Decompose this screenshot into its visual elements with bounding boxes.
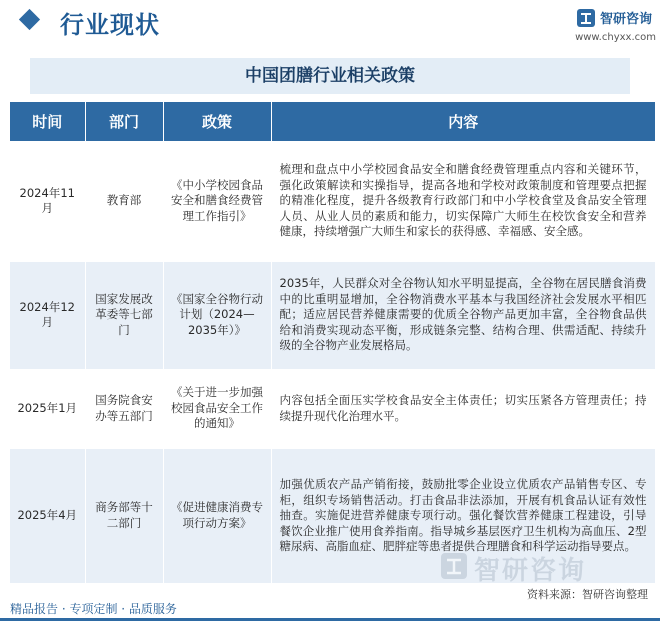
column-header-policy: 政策 <box>163 102 271 142</box>
cell-policy: 《关于进一步加强校园食品安全工作的通知》 <box>163 370 271 447</box>
column-header-time: 时间 <box>10 102 85 142</box>
cell-policy: 《中小学校园食品安全和膳食经费管理工作指引》 <box>163 142 271 260</box>
watermark-text: 智研咨询 <box>474 556 587 586</box>
watermark-logo-icon <box>440 552 468 580</box>
table-title: 中国团膳行业相关政策 <box>30 58 630 94</box>
brand-logo-icon <box>576 8 596 28</box>
cell-time: 2024年12月 <box>10 260 85 370</box>
cell-dept: 教育部 <box>85 142 163 260</box>
diamond-icon <box>19 9 40 30</box>
column-header-content: 内容 <box>271 102 655 142</box>
watermark <box>440 548 650 588</box>
brand-name: 智研咨询 <box>600 12 653 27</box>
cell-time: 2025年1月 <box>10 370 85 447</box>
cell-content: 加强优质农产品产销衔接，鼓励批零企业设立优质农产品销售专区、专柜，组织专场销售活动。打击食品非法添加，开展有机食品认证有效性抽查。实施促进营养健康专项行动。强化餐饮营养健康工程建设，引导餐饮企业推广使用食养指南。指导城乡基层医疗卫生机构为高血压、2型糖尿病、高脂血症、肥胖症等患者提供合理膳食和科学运动指导要点。 <box>271 447 655 583</box>
brand-url: www.chyxx.com <box>575 32 656 43</box>
footer-slogan: 精品报告 · 专项定制 · 品质服务 <box>10 602 177 616</box>
cell-policy: 《促进健康消费专项行动方案》 <box>163 447 271 583</box>
top-header <box>0 0 660 44</box>
table-header-row <box>10 102 655 142</box>
cell-time: 2024年11月 <box>10 142 85 260</box>
cell-time: 2025年4月 <box>10 447 85 583</box>
table-row <box>10 370 655 447</box>
footer <box>0 596 660 621</box>
table-row <box>10 142 655 260</box>
policy-table <box>10 102 656 583</box>
column-header-dept: 部门 <box>85 102 163 142</box>
table-row <box>10 260 655 370</box>
cell-dept: 国家发展改革委等七部门 <box>85 260 163 370</box>
cell-policy: 《国家全谷物行动计划（2024—2035年）》 <box>163 260 271 370</box>
source-note: 资料来源：智研咨询整理 <box>527 588 648 601</box>
cell-dept: 商务部等十二部门 <box>85 447 163 583</box>
cell-content: 梳理和盘点中小学校园食品安全和膳食经费管理重点内容和关键环节，强化政策解读和实操指导，提高各地和学校对政策制度和管理要点把握的精准化程度，提升各级教育行政部门和中小学校食堂及食品安全管理人员、从业人员的素质和能力，切实保障广大师生在校饮食安全和营养健康，持续增强广大师生和家长的获得感、幸福感、安全感。 <box>271 142 655 260</box>
section-heading: 行业现状 <box>60 11 160 39</box>
cell-content: 内容包括全面压实学校食品安全主体责任；切实压紧各方管理责任；持续提升现代化治理水平。 <box>271 370 655 447</box>
brand-block <box>576 6 656 46</box>
cell-content: 2035年，人民群众对全谷物认知水平明显提高，全谷物在居民膳食消费中的比重明显增加，全谷物消费水平基本与我国经济社会发展水平相匹配；适应居民营养健康需要的优质全谷物产品更加丰富，全谷物食品供给和消费实现动态平衡，形成链条完整、结构合理、供需适配、持续升级的全谷物产业发展格局。 <box>271 260 655 370</box>
cell-dept: 国务院食安办等五部门 <box>85 370 163 447</box>
